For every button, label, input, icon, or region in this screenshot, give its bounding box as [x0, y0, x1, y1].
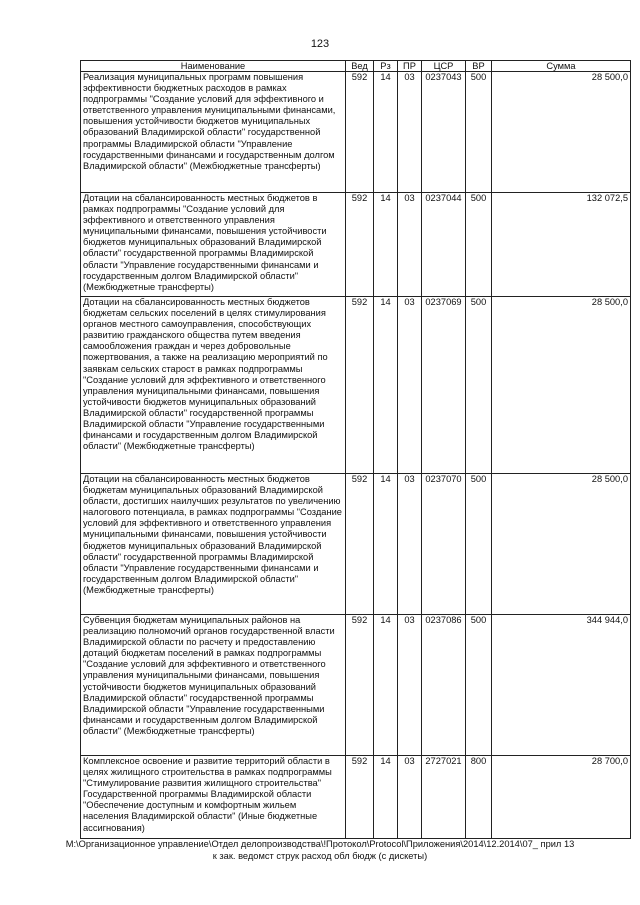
budget-table: [80, 60, 631, 839]
header-sum: Сумма: [492, 61, 631, 72]
header-csr: ЦСР: [422, 61, 466, 72]
row-vr: 500: [466, 72, 492, 193]
row-rz: 14: [374, 193, 398, 297]
row-pr: 03: [398, 297, 422, 474]
row-name: Дотации на сбалансированность местных бюджетов в рамках подпрограммы "Создание условий для эффективного и ответственного управления муниципальными финансами, повышения устойчивости бюджетов муниципальных образований Владимирской области" государственной программы Владимирской области "Управление государственными финансами и государственным долгом Владимирской области" (Межбюджетные трансферты): [81, 193, 346, 297]
header-name: Наименование: [81, 61, 346, 72]
row-sum: 28 500,0: [492, 72, 631, 193]
row-vr: 800: [466, 756, 492, 839]
row-name: Реализация муниципальных программ повышения эффективности бюджетных расходов в рамках подпрограммы "Создание условий для эффективного и ответственного управления муниципальными финансами, повышения устойчивости бюджетов муниципальных образований Владимирской области" государственной программы Владимирской области "Управление государственными финансами и государственным долгом Владимирской области" (Межбюджетные трансферты): [81, 72, 346, 193]
row-sum: 344 944,0: [492, 615, 631, 756]
table-row: [81, 193, 631, 297]
row-rz: 14: [374, 615, 398, 756]
file-path-footer: [0, 838, 640, 862]
row-vr: 500: [466, 297, 492, 474]
table-row: [81, 474, 631, 615]
row-rz: 14: [374, 297, 398, 474]
row-ved: 592: [346, 756, 374, 839]
row-rz: 14: [374, 72, 398, 193]
table-row: [81, 615, 631, 756]
row-ved: 592: [346, 72, 374, 193]
row-rz: 14: [374, 756, 398, 839]
header-vr: ВР: [466, 61, 492, 72]
header-rz: Рз: [374, 61, 398, 72]
row-vr: 500: [466, 615, 492, 756]
row-csr: 0237069: [422, 297, 466, 474]
row-vr: 500: [466, 474, 492, 615]
row-csr: 0237043: [422, 72, 466, 193]
row-ved: 592: [346, 193, 374, 297]
table-header-row: [81, 61, 631, 72]
table-row: [81, 756, 631, 839]
header-pr: ПР: [398, 61, 422, 72]
row-pr: 03: [398, 756, 422, 839]
row-name: Дотации на сбалансированность местных бюджетов бюджетам муниципальных образований Владимирской области, достигших наилучших результатов по увеличению налогового потенциала, в рамках подпрограммы "Создание условий для эффективного и ответственного управления муниципальными финансами, повышения устойчивости бюджетов муниципальных образований Владимирской области" государственной программы Владимирской области "Управление государственными финансами и государственным долгом Владимирской области" (Межбюджетные трансферты): [81, 474, 346, 615]
row-ved: 592: [346, 615, 374, 756]
row-vr: 500: [466, 193, 492, 297]
row-csr: 0237044: [422, 193, 466, 297]
row-csr: 0237070: [422, 474, 466, 615]
row-name: Комплексное освоение и развитие территорий области в целях жилищного строительства в рамках подпрограммы "Стимулирование развития жилищного строительства" Государственной программы Владимирской области "Обеспечение доступным и комфортным жильем населения Владимирской области" (Иные бюджетные ассигнования): [81, 756, 346, 839]
header-ved: Вед: [346, 61, 374, 72]
row-name: Дотации на сбалансированность местных бюджетов бюджетам сельских поселений в целях стимулирования органов местного самоуправления, способствующих развитию гражданского общества путем введения самообложения граждан и через добровольные пожертвования, а также на реализацию мероприятий по заявкам сельских старост в рамках подпрограммы "Создание условий для эффективного и ответственного управления муниципальными финансами, повышения устойчивости бюджетов муниципальных образований Владимирской области" государственной программы Владимирской области "Управление государственными финансами и государственным долгом Владимирской области" (Межбюджетные трансферты): [81, 297, 346, 474]
row-sum: 28 700,0: [492, 756, 631, 839]
row-pr: 03: [398, 193, 422, 297]
row-sum: 28 500,0: [492, 474, 631, 615]
row-csr: 2727021: [422, 756, 466, 839]
row-pr: 03: [398, 72, 422, 193]
row-sum: 28 500,0: [492, 297, 631, 474]
row-csr: 0237086: [422, 615, 466, 756]
file-description-line: к зак. ведомст струк расход обл бюдж (с дискеты): [212, 851, 428, 861]
row-rz: 14: [374, 474, 398, 615]
file-path-line: M:\Организационное управление\Отдел делопроизводства\!Протокол\Protocol\Приложения\2014\12.2014\07_ прил 13: [65, 839, 575, 849]
table-row: [81, 297, 631, 474]
page-number: 123: [310, 38, 330, 50]
row-pr: 03: [398, 474, 422, 615]
row-sum: 132 072,5: [492, 193, 631, 297]
row-pr: 03: [398, 615, 422, 756]
row-name: Субвенция бюджетам муниципальных районов на реализацию полномочий органов государственной власти Владимирской области по расчету и предоставлению дотаций бюджетам поселений в рамках подпрограммы "Создание условий для эффективного и ответственного управления муниципальными финансами, повышения устойчивости бюджетов муниципальных образований Владимирской области" государственной программы Владимирской области "Управление государственными финансами и государственным долгом Владимирской области" (Межбюджетные трансферты): [81, 615, 346, 756]
row-ved: 592: [346, 297, 374, 474]
row-ved: 592: [346, 474, 374, 615]
table-row: [81, 72, 631, 193]
